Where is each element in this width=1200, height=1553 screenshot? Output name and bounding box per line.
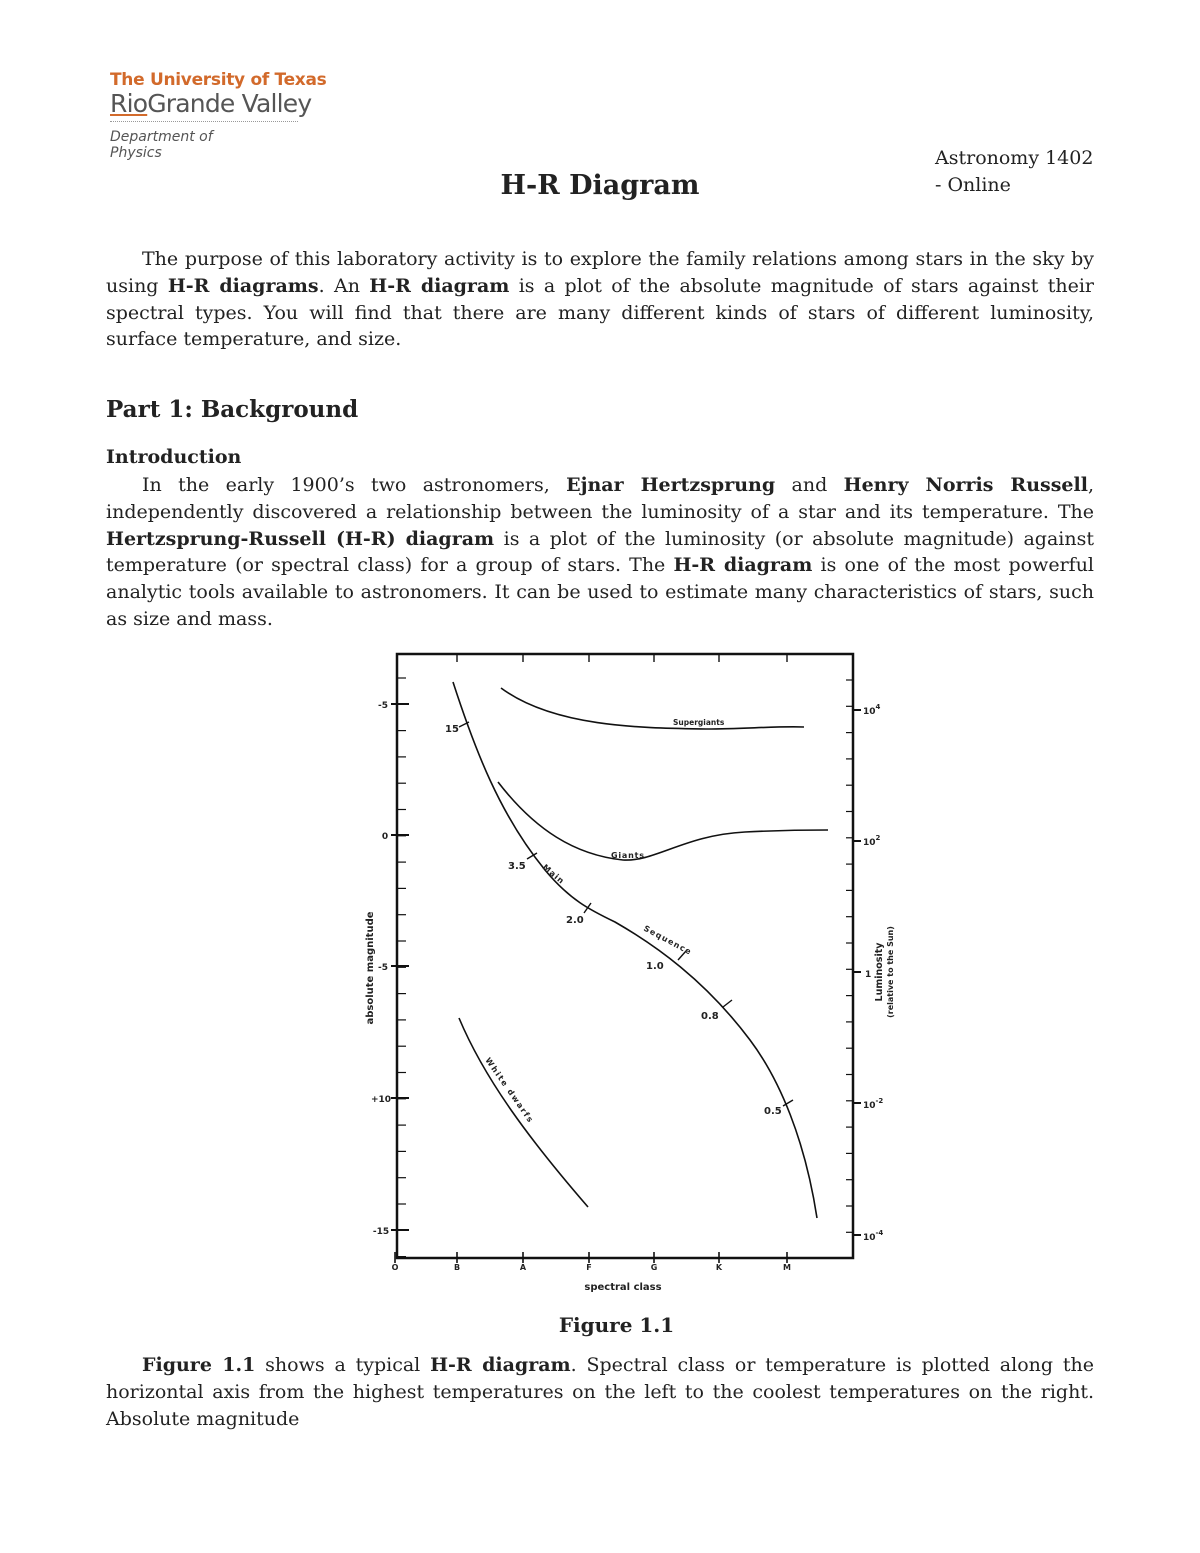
y-tick-label-0: -5 bbox=[378, 701, 388, 711]
x-axis-title: spectral class bbox=[584, 1282, 662, 1293]
mass-mark-0-8 bbox=[723, 1000, 732, 1007]
intro2-text-4: is a plot of the luminosity (or absolute magnitude) against temperature (or spectral class) for a group of stars. The bbox=[106, 527, 1094, 577]
university-logo bbox=[110, 70, 350, 161]
page-title: H-R Diagram bbox=[500, 170, 700, 201]
mass-label-3-5: 3.5 bbox=[508, 861, 526, 872]
figure-caption: Figure 1.1 bbox=[558, 1313, 675, 1337]
intro2-text-3: , independently discovered a relationship between the luminosity of a star and its temperature. The bbox=[106, 474, 1094, 523]
logo-dept-line2: Physics bbox=[110, 145, 162, 161]
left-axis-ticks bbox=[391, 678, 409, 1257]
y2-tick-label-1: $10^2$ bbox=[863, 834, 881, 848]
y2-tick-label-4: $10^{-4}$ bbox=[863, 1229, 884, 1243]
intro2-text-2: and bbox=[775, 474, 844, 496]
label-white-dwarfs: White dwarfs bbox=[483, 1055, 536, 1126]
x-tick-label-0: O bbox=[391, 1263, 399, 1272]
label-main: Main bbox=[540, 862, 567, 887]
fig-para-text-1: shows a typical bbox=[255, 1354, 431, 1376]
part1-heading: Part 1: Background bbox=[106, 396, 359, 423]
series-main-sequence bbox=[453, 682, 817, 1218]
intro2-bold-2: Henry Norris Russell bbox=[843, 474, 1088, 496]
x-tick-label-4: G bbox=[650, 1263, 658, 1272]
logo-campus-name bbox=[110, 90, 350, 118]
hr-diagram-chart bbox=[355, 640, 895, 1300]
mass-label-2-0: 2.0 bbox=[566, 915, 584, 926]
introduction-paragraph bbox=[106, 472, 1094, 633]
intro-text-2: . An bbox=[318, 274, 370, 297]
intro2-bold-3: Hertzsprung-Russell (H-R) diagram bbox=[106, 527, 495, 550]
y-tick-label-3: +10 bbox=[370, 1095, 392, 1105]
label-sequence: Sequence bbox=[642, 923, 694, 957]
y2-tick-label-2: 1 bbox=[865, 970, 872, 980]
x-tick-label-6: M bbox=[783, 1263, 791, 1272]
y-tick-label-1: 0 bbox=[381, 832, 389, 842]
intro-text-1: The purpose of this laboratory activity is to explore the family relations among stars in the sky by using bbox=[106, 248, 1094, 297]
introduction-heading: Introduction bbox=[106, 446, 242, 468]
logo-dept-line1: Department of bbox=[110, 129, 213, 145]
series-giants bbox=[498, 782, 828, 860]
figure-description-paragraph bbox=[106, 1352, 1094, 1432]
y-tick-label-2: -5 bbox=[378, 963, 388, 973]
intro2-bold-1: Ejnar Hertzsprung bbox=[566, 474, 776, 496]
course-mode: - Online bbox=[935, 174, 1011, 196]
intro-bold-1: H-R diagrams bbox=[167, 274, 319, 297]
logo-university-name: The University of Texas bbox=[110, 70, 327, 90]
intro-paragraph bbox=[106, 246, 1094, 353]
mass-label-0-8: 0.8 bbox=[701, 1011, 719, 1022]
logo-rio: Rio bbox=[110, 89, 148, 118]
intro-bold-2: H-R diagram bbox=[369, 274, 510, 297]
mass-label-0-5: 0.5 bbox=[764, 1106, 782, 1117]
hr-diagram-figure bbox=[355, 640, 895, 1300]
y2-tick-label-3: $10^{-2}$ bbox=[863, 1097, 884, 1111]
logo-divider bbox=[110, 121, 298, 122]
label-supergiants: Supergiants bbox=[673, 718, 725, 727]
fig-para-bold-2: H-R diagram bbox=[430, 1354, 571, 1376]
plot-frame bbox=[397, 654, 853, 1258]
y2-tick-label-0: $10^4$ bbox=[863, 703, 881, 717]
intro2-text-1: In the early 1900’s two astronomers, bbox=[142, 474, 567, 496]
mass-label-1-0: 1.0 bbox=[646, 961, 664, 972]
fig-para-text-2: . Spectral class or temperature is plotted along the horizontal axis from the highest temperatures on the left to the coolest temperatures on the right. Absolute magnitude bbox=[106, 1354, 1094, 1430]
label-giants: Giants bbox=[611, 851, 645, 860]
logo-department bbox=[110, 129, 350, 161]
mass-mark-2-0 bbox=[584, 903, 591, 913]
fig-para-bold-1: Figure 1.1 bbox=[142, 1354, 256, 1376]
logo-grande-valley: Grande Valley bbox=[147, 89, 312, 118]
x-tick-label-2: A bbox=[519, 1263, 527, 1272]
intro2-text-5: is one of the most powerful analytic tools available to astronomers. It can be used to estimate many characteristics of stars, such as size and mass. bbox=[106, 554, 1095, 630]
intro2-bold-4: H-R diagram bbox=[673, 554, 813, 577]
y2-axis-title: Luminosity bbox=[874, 942, 885, 1002]
intro-text-3: is a plot of the absolute magnitude of stars against their spectral types. You will find that there are many different kinds of stars of different luminosity, surface temperature, and size. bbox=[106, 274, 1094, 351]
y2-axis-subtitle: (relative to the Sun) bbox=[886, 926, 895, 1018]
course-name: Astronomy 1402 bbox=[935, 147, 1094, 169]
y-axis-title: absolute magnitude bbox=[365, 911, 376, 1025]
series-supergiants bbox=[501, 688, 804, 729]
mass-label-15: 15 bbox=[445, 724, 459, 735]
x-tick-label-5: K bbox=[715, 1263, 723, 1272]
x-tick-label-1: B bbox=[453, 1263, 461, 1272]
x-tick-label-3: F bbox=[586, 1263, 592, 1272]
y-tick-label-4: -15 bbox=[372, 1227, 390, 1237]
